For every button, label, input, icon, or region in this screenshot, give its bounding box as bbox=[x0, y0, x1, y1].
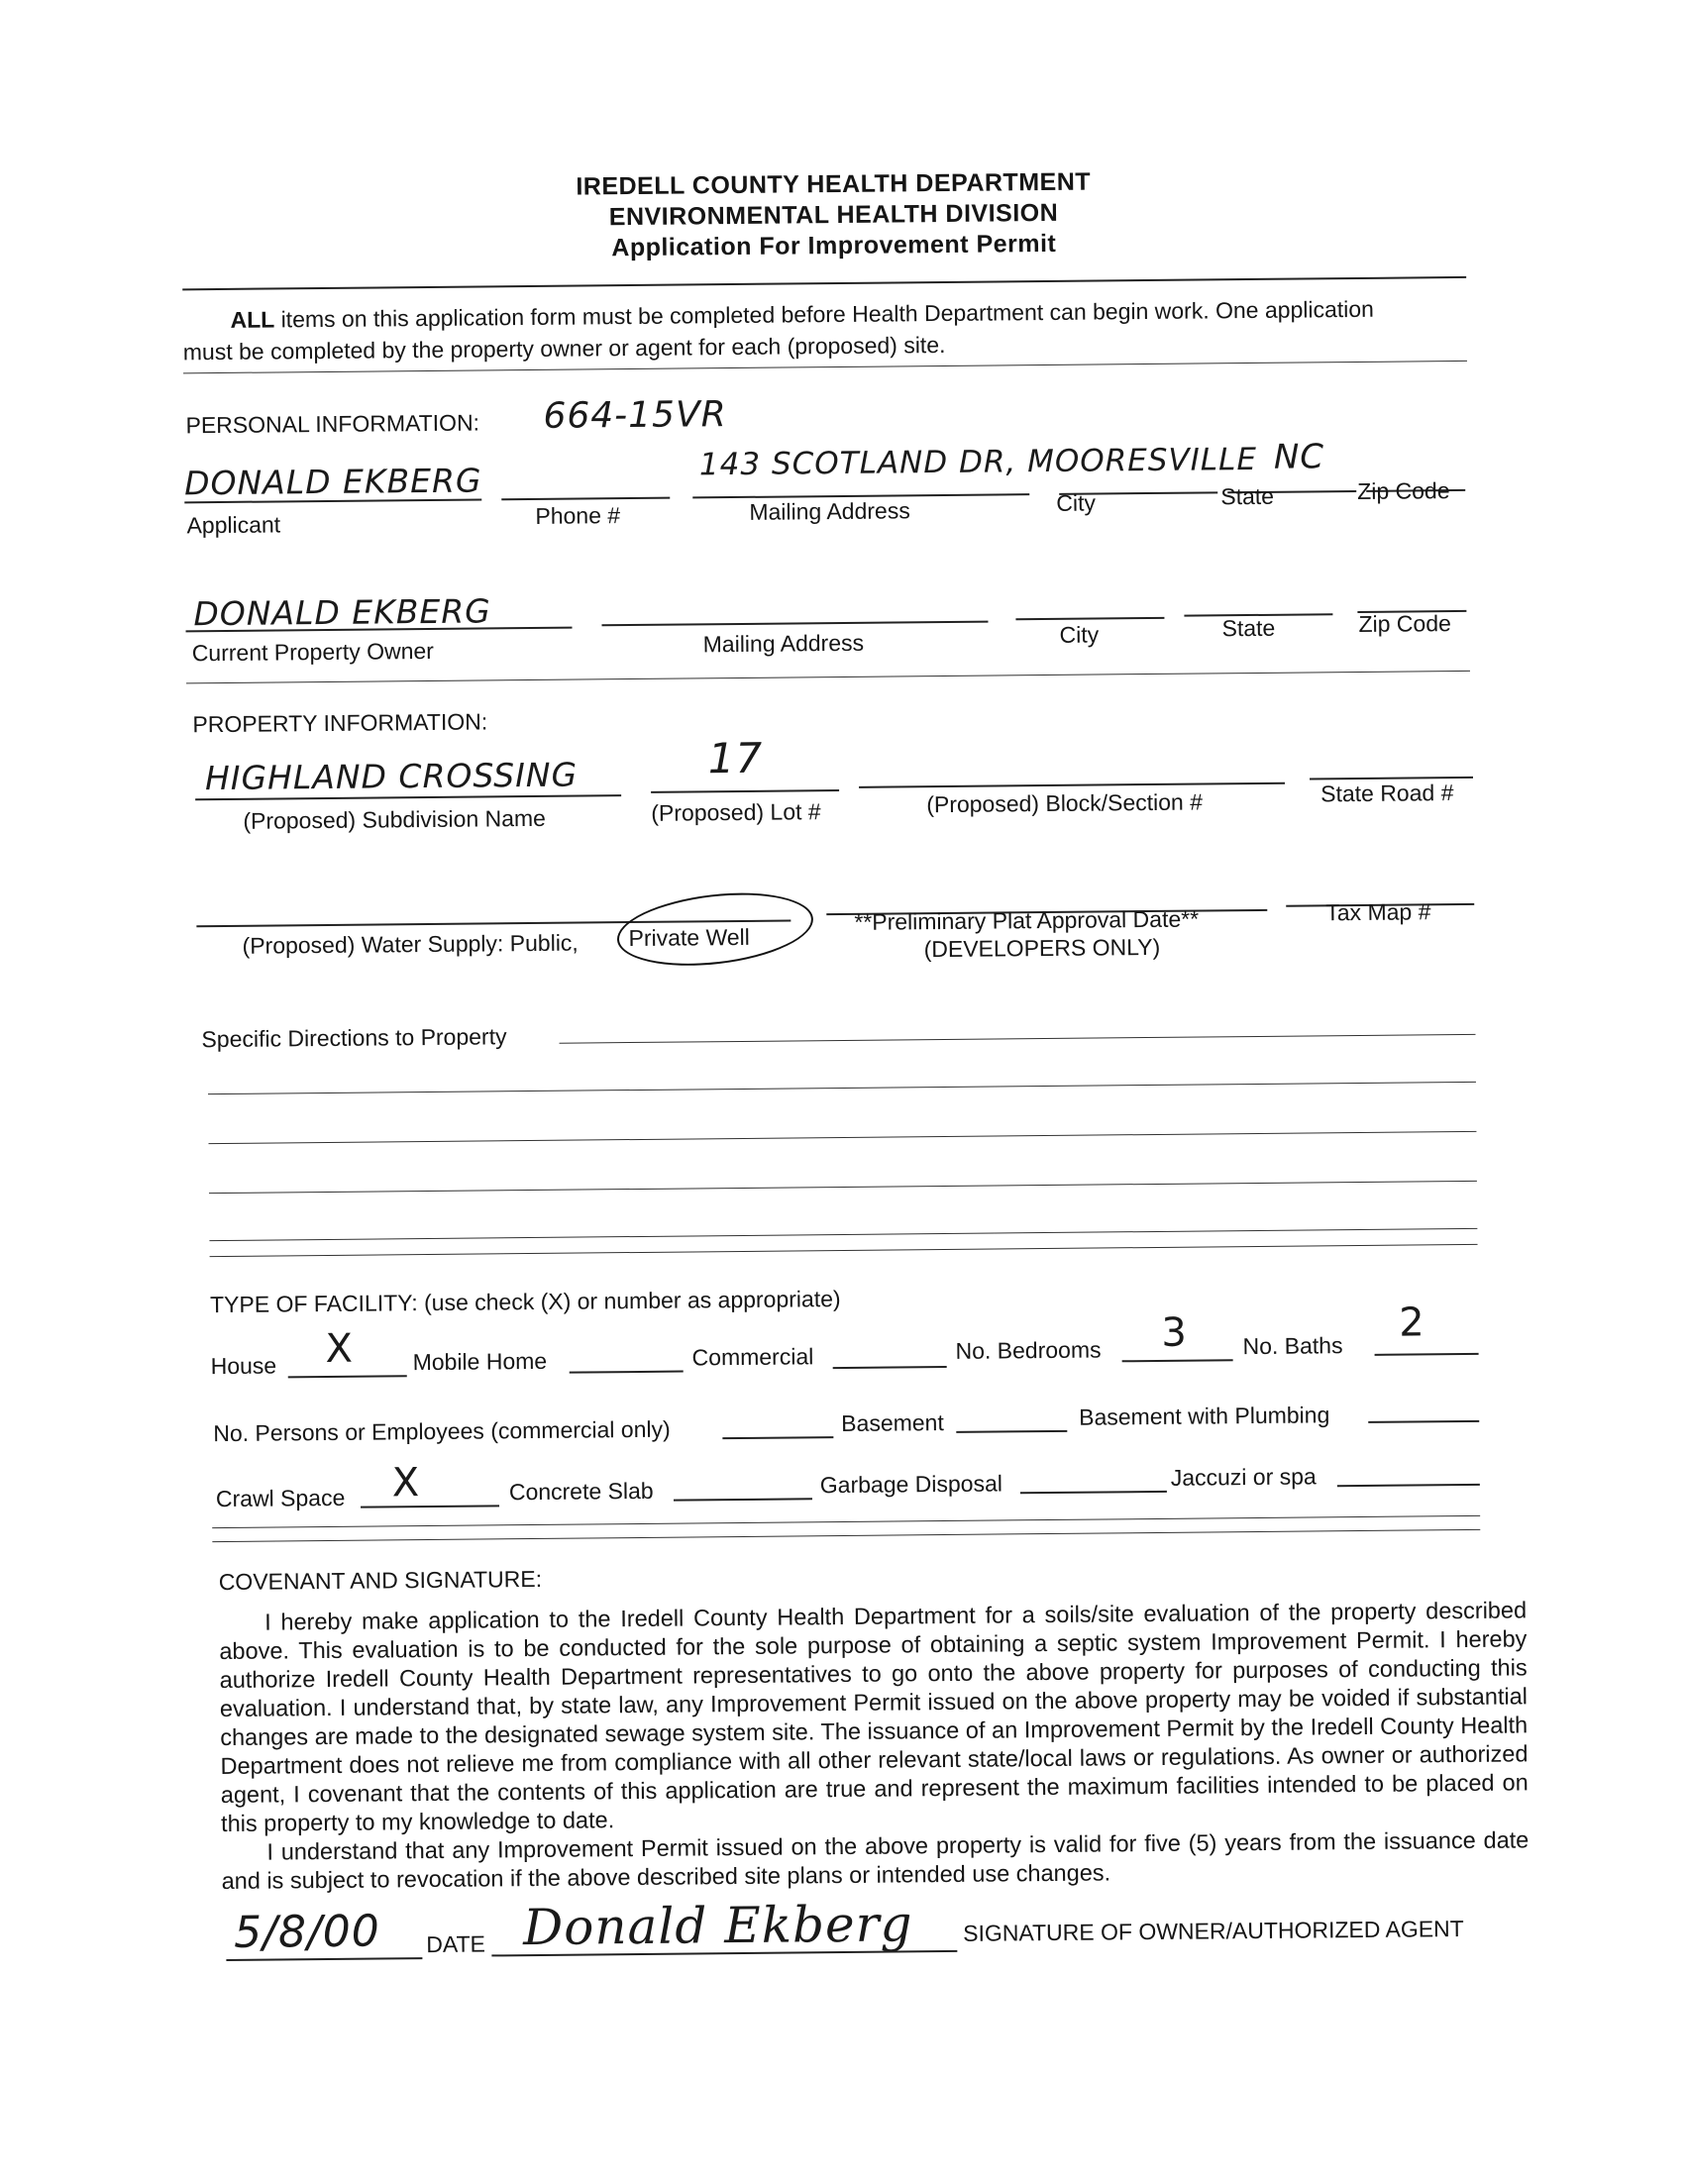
applicant-label: Applicant bbox=[186, 511, 281, 539]
owner-state-label: State bbox=[1221, 614, 1276, 642]
selection-circle bbox=[613, 884, 817, 975]
house-check: X bbox=[325, 1325, 355, 1373]
phone-line bbox=[501, 497, 670, 501]
basement-plumbing-label: Basement with Plumbing bbox=[1079, 1402, 1330, 1430]
mobile-home-label: Mobile Home bbox=[412, 1347, 548, 1376]
directions-line-4 bbox=[209, 1181, 1477, 1194]
date-value: 5/8/00 bbox=[233, 1906, 381, 1958]
header-rule bbox=[182, 276, 1466, 290]
instructions-line1 bbox=[230, 296, 1374, 334]
facility-rule-2 bbox=[212, 1529, 1480, 1542]
concrete-slab-label: Concrete Slab bbox=[508, 1477, 654, 1506]
directions-line-6 bbox=[210, 1244, 1478, 1257]
directions-line-2 bbox=[208, 1082, 1476, 1094]
crawl-space-label: Crawl Space bbox=[215, 1484, 346, 1512]
owner-value: DONALD EKBERG bbox=[193, 591, 491, 634]
crawl-space-check: X bbox=[391, 1460, 421, 1507]
directions-line-3 bbox=[208, 1131, 1476, 1144]
developers-only-label: (DEVELOPERS ONLY) bbox=[923, 933, 1161, 963]
commercial-line bbox=[833, 1366, 947, 1369]
baths-line bbox=[1375, 1353, 1479, 1356]
basement-label: Basement bbox=[841, 1409, 944, 1437]
covenant-heading: COVENANT AND SIGNATURE: bbox=[218, 1565, 543, 1596]
persons-label: No. Persons or Employees (commercial only) bbox=[213, 1415, 671, 1447]
owner-label: Current Property Owner bbox=[191, 637, 434, 667]
mailing-address-label: Mailing Address bbox=[749, 497, 910, 525]
department-title: IREDELL COUNTY HEALTH DEPARTMENT bbox=[576, 167, 1092, 201]
owner-city-label: City bbox=[1059, 621, 1100, 648]
instructions-all: ALL bbox=[230, 306, 275, 333]
instructions-line2: must be completed by the property owner or agent for each (proposed) site. bbox=[182, 331, 946, 365]
state-value: NC bbox=[1273, 437, 1325, 477]
bedrooms-line bbox=[1122, 1359, 1233, 1362]
plat-date-label: **Preliminary Plat Approval Date** bbox=[854, 905, 1200, 935]
handwritten-permit-number: 664-15VR bbox=[543, 394, 727, 437]
persons-line bbox=[722, 1436, 833, 1439]
date-label: DATE bbox=[426, 1930, 486, 1958]
commercial-label: Commercial bbox=[691, 1343, 814, 1371]
owner-city-line bbox=[1015, 617, 1164, 620]
bedrooms-value: 3 bbox=[1161, 1309, 1189, 1356]
baths-value: 2 bbox=[1399, 1300, 1425, 1346]
mobile-home-line bbox=[570, 1371, 684, 1374]
property-info-heading: PROPERTY INFORMATION: bbox=[192, 708, 488, 738]
concrete-slab-line bbox=[674, 1498, 812, 1501]
personal-info-heading: PERSONAL INFORMATION: bbox=[185, 409, 480, 439]
instructions-rest1: items on this application form must be completed before Health Department can begin work. One application bbox=[280, 295, 1375, 333]
tax-map-label: Tax Map # bbox=[1325, 898, 1431, 926]
applicant-value: DONALD EKBERG bbox=[183, 461, 482, 503]
house-line bbox=[288, 1375, 407, 1378]
phone-label: Phone # bbox=[535, 502, 621, 529]
state-label: State bbox=[1220, 482, 1275, 510]
block-label: (Proposed) Block/Section # bbox=[926, 788, 1204, 818]
form-title: Application For Improvement Permit bbox=[611, 229, 1057, 262]
directions-line-5 bbox=[209, 1228, 1477, 1241]
zip-label: Zip Code bbox=[1357, 477, 1450, 504]
owner-mailing-label: Mailing Address bbox=[702, 629, 865, 658]
bedrooms-label: No. Bedrooms bbox=[955, 1336, 1102, 1364]
facility-rule-1 bbox=[212, 1515, 1480, 1528]
covenant-paragraph-2: I understand that any Improvement Permit issued on the above property is valid for five (5) years from the issuance date and is subject to revocation if the above described site plans or intended use changes. bbox=[221, 1826, 1530, 1895]
block-line bbox=[859, 782, 1285, 788]
subdivision-label: (Proposed) Subdivision Name bbox=[243, 804, 547, 834]
division-title: ENVIRONMENTAL HEALTH DIVISION bbox=[608, 198, 1059, 232]
city-label: City bbox=[1056, 489, 1097, 516]
covenant-paragraph-1: I hereby make application to the Iredell County Health Department for a soils/site evaluation of the property described above. This evaluation is to be conducted for the sole purpose of obtaining a septic system Improvement Permit. I hereby authorize Iredell County Health Department representatives to go onto the above property for purposes of conducting this evaluation. I understand that, by state law, any Improvement Permit issued on the above property may be voided if substantial changes are made to the designated sewage system site. The issuance of an Improvement Permit by the Iredell County Health Department does not relieve me from compliance with all other relevant state/local laws or regulations. As owner or authorized agent, I covenant that the contents of this application are true and represent the maximum facilities intended to be placed on this property to my knowledge to date. bbox=[219, 1597, 1529, 1837]
personal-section-rule bbox=[186, 671, 1470, 683]
lot-value: 17 bbox=[707, 733, 764, 783]
garbage-disposal-label: Garbage Disposal bbox=[819, 1470, 1003, 1499]
signature-label: SIGNATURE OF OWNER/AUTHORIZED AGENT bbox=[963, 1916, 1464, 1946]
water-supply-label: (Proposed) Water Supply: Public, bbox=[242, 929, 579, 959]
subdivision-value: HIGHLAND CROSSING bbox=[204, 755, 579, 798]
facility-heading: TYPE OF FACILITY: (use check (X) or number as appropriate) bbox=[209, 1286, 841, 1318]
signature-value: Donald Ekberg bbox=[522, 1895, 913, 1957]
baths-label: No. Baths bbox=[1242, 1332, 1343, 1360]
mailing-address-value: 143 SCOTLAND DR, MOORESVILLE bbox=[698, 441, 1258, 483]
jaccuzi-label: Jaccuzi or spa bbox=[1170, 1463, 1317, 1491]
directions-line-1 bbox=[560, 1034, 1476, 1044]
lot-line bbox=[651, 789, 839, 793]
owner-zip-label: Zip Code bbox=[1358, 610, 1451, 637]
jaccuzi-line bbox=[1337, 1484, 1480, 1487]
water-choice-private-well: Private Well bbox=[628, 923, 750, 952]
garbage-disposal-line bbox=[1020, 1491, 1167, 1494]
lot-label: (Proposed) Lot # bbox=[651, 798, 821, 826]
road-label: State Road # bbox=[1320, 780, 1454, 807]
crawl-space-line bbox=[361, 1505, 499, 1508]
basement-line bbox=[956, 1430, 1067, 1433]
owner-address-line bbox=[601, 621, 988, 627]
directions-label: Specific Directions to Property bbox=[201, 1023, 507, 1053]
house-label: House bbox=[210, 1352, 277, 1380]
basement-plumbing-line bbox=[1368, 1420, 1479, 1423]
